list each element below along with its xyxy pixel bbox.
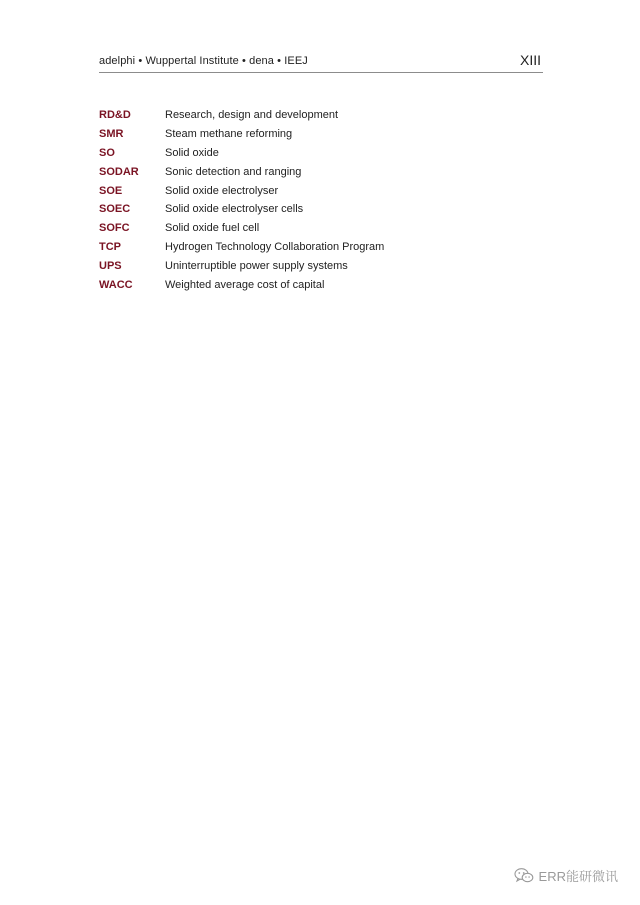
abbreviation-definition: Research, design and development <box>165 109 339 122</box>
abbreviation-row <box>99 238 539 257</box>
abbreviation-term: SO <box>99 146 115 159</box>
abbreviation-definition: Solid oxide electrolyser cells <box>165 203 304 216</box>
abbreviation-term: SOEC <box>99 203 131 216</box>
wechat-icon <box>514 867 534 884</box>
abbreviation-row <box>99 125 539 144</box>
abbreviation-term: SOFC <box>99 222 130 235</box>
abbreviation-row <box>99 162 539 181</box>
abbreviation-term: SOE <box>99 184 123 197</box>
abbreviation-definition: Solid oxide electrolyser <box>165 184 279 197</box>
abbreviation-definition: Weighted average cost of capital <box>165 278 325 291</box>
watermark <box>514 866 618 885</box>
abbreviation-row <box>99 200 539 219</box>
abbreviation-term: SMR <box>99 128 124 141</box>
abbreviation-definition: Uninterruptible power supply systems <box>165 259 348 272</box>
abbreviation-term: RD&D <box>99 109 131 122</box>
abbreviation-term: SODAR <box>99 165 139 178</box>
abbreviation-term: WACC <box>99 278 133 291</box>
abbreviation-row <box>99 181 539 200</box>
abbreviation-definition: Steam methane reforming <box>165 128 293 141</box>
abbreviation-row <box>99 256 539 275</box>
abbreviation-definition: Sonic detection and ranging <box>165 165 302 178</box>
abbreviation-row <box>99 144 539 163</box>
abbreviation-row <box>99 219 539 238</box>
abbreviation-list <box>99 106 539 294</box>
abbreviation-definition: Solid oxide <box>165 146 219 159</box>
abbreviation-row <box>99 106 539 125</box>
page-number: XIII <box>519 52 541 68</box>
page-header <box>99 52 543 73</box>
abbreviation-term: UPS <box>99 259 122 272</box>
abbreviation-definition: Hydrogen Technology Collaboration Program <box>165 240 385 253</box>
abbreviation-term: TCP <box>99 240 121 253</box>
abbreviation-row <box>99 275 539 294</box>
header-organizations: adelphi • Wuppertal Institute • dena • IEEJ <box>99 55 308 67</box>
watermark-text: ERR能研微讯 <box>538 869 618 884</box>
abbreviation-definition: Solid oxide fuel cell <box>165 222 260 235</box>
